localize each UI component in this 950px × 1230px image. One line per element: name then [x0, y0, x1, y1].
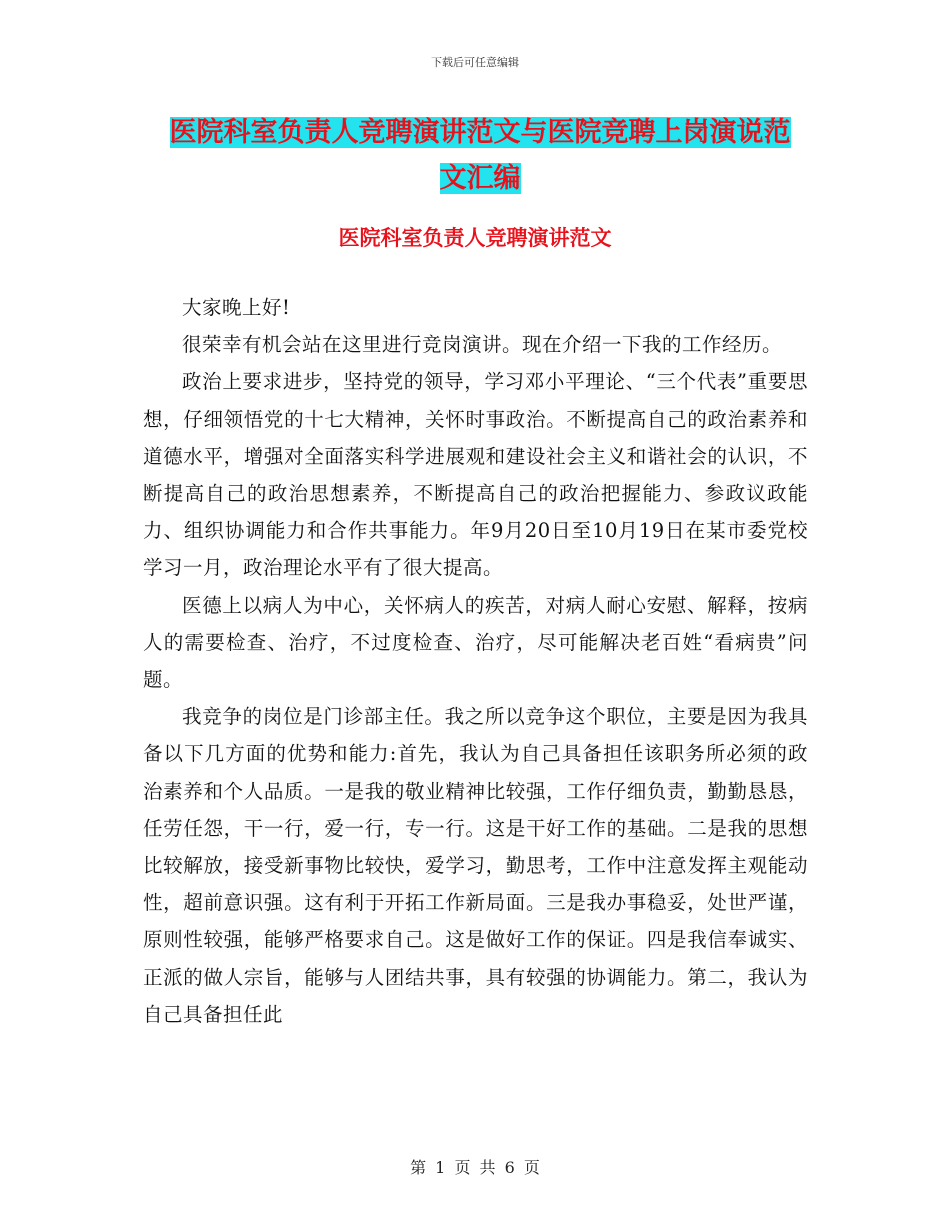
header-note: 下载后可任意编辑: [431, 56, 519, 69]
title-line-1: 医院科室负责人竞聘演讲范文与医院竞聘上岗演说范: [169, 117, 791, 148]
section-title: 医院科室负责人竞聘演讲范文: [338, 225, 612, 250]
paragraph-intro: 很荣幸有机会站在这里进行竞岗演讲。现在介绍一下我的工作经历。: [182, 333, 783, 357]
document-title: [140, 110, 820, 202]
document-body: [143, 289, 808, 1033]
paragraph-position: 我竞争的岗位是门诊部主任。我之所以竞争这个职位，主要是因为我具备以下几方面的优势和能力:首先，我认为自己具备担任该职务所必须的政治素养和个人品质。一是我的敬业精神比较强，工作仔细负责，勤勤恳恳，任劳任怨，干一行，爱一行，专一行。这是干好工作的基础。二是我的思想比较解放，接受新事物比较快，爱学习，勤思考，工作中注意发挥主观能动性，超前意识强。这有利于开拓工作新局面。三是我办事稳妥，处世严谨，原则性较强，能够严格要求自己。这是做好工作的保证。四是我信奉诚实、正派的做人宗旨，能够与人团结共事，具有较强的协调能力。第二，我认为自己具备担任此: [143, 705, 808, 1026]
paragraph-ethics: 医德上以病人为中心，关怀病人的疾苦，对病人耐心安慰、解释，按病人的需要检查、治疗，不过度检查、治疗，尽可能解决老百姓“看病贵”问题。: [143, 593, 808, 692]
paragraph-politics: 政治上要求进步，坚持党的领导，学习邓小平理论、“三个代表”重要思想，仔细领悟党的十七大精神，关怀时事政治。不断提高自己的政治素养和道德水平，增强对全面落实科学进展观和建设社会主义和谐社会的认识，不断提高自己的政治思想素养，不断提高自己的政治把握能力、参政议政能力、组织协调能力和合作共事能力。年9月20日至10月19日在某市委党校学习一月，政治理论水平有了很大提高。: [143, 370, 808, 580]
paragraph-greeting: 大家晚上好!: [182, 296, 291, 319]
page-footer: 第 1 页 共 6 页: [410, 1158, 540, 1177]
title-line-2: 文汇编: [439, 163, 521, 194]
